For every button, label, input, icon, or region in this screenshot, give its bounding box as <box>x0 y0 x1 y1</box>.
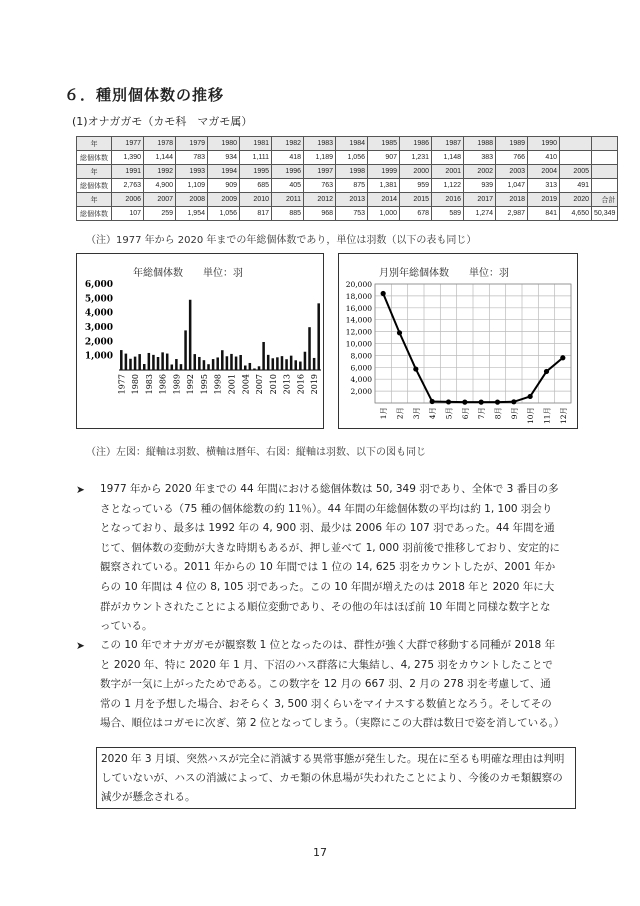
bar-1989 <box>175 359 178 370</box>
table-cell-year: 1983 <box>304 137 336 151</box>
monthly-line-chart <box>339 254 577 428</box>
x-tick-label: 2007 <box>255 374 265 395</box>
x-tick-label: 1989 <box>172 374 182 395</box>
table-cell-year: 1999 <box>368 165 400 179</box>
table-cell-year: 1977 <box>112 137 144 151</box>
bar-2000 <box>226 356 229 370</box>
table-cell-year: 2015 <box>400 193 432 207</box>
bar-1993 <box>193 354 196 370</box>
table-cell-value: 909 <box>208 179 240 193</box>
table-cell-value: 2,763 <box>112 179 144 193</box>
x-tick-label: 1992 <box>186 374 196 395</box>
annual-chart-title: 年総個体数 単位：羽 <box>133 268 243 279</box>
bar-2009 <box>267 355 270 370</box>
bar-2010 <box>272 358 275 370</box>
y-tick-label: 1,000 <box>84 351 113 362</box>
table-cell-year: 2014 <box>368 193 400 207</box>
table-cell-year: 2005 <box>560 165 592 179</box>
table-cell-year: 1993 <box>176 165 208 179</box>
bar-2016 <box>299 362 302 370</box>
table-cell-value: 763 <box>304 179 336 193</box>
x-tick-label: 12月 <box>558 407 568 425</box>
page-number: 17 <box>313 846 327 859</box>
count-table <box>76 136 618 221</box>
x-tick-label: 2019 <box>310 374 320 395</box>
bar-2011 <box>276 357 279 370</box>
table-cell-value: 418 <box>272 151 304 165</box>
point-9月 <box>511 399 516 404</box>
monthly-chart-title: 月別年総個体数 単位：羽 <box>379 268 509 279</box>
table-cell-value: 1,390 <box>112 151 144 165</box>
table-cell-value: 783 <box>176 151 208 165</box>
table-cell-value: 1,111 <box>240 151 272 165</box>
point-5月 <box>446 399 451 404</box>
x-tick-label: 1995 <box>199 374 209 395</box>
table-cell-value: 1,189 <box>304 151 336 165</box>
table-cell-year: 1987 <box>432 137 464 151</box>
bar-1977 <box>120 350 123 370</box>
x-tick-label: 2004 <box>241 374 251 395</box>
bar-2019 <box>313 358 316 370</box>
point-6月 <box>462 400 467 405</box>
table-cell-value: 885 <box>272 207 304 221</box>
table-cell-value: 1,109 <box>176 179 208 193</box>
table-cell-value: 589 <box>432 207 464 221</box>
table-cell-total-label: 合計 <box>592 193 618 207</box>
table-cell-value: 875 <box>336 179 368 193</box>
table-cell-year: 2007 <box>144 193 176 207</box>
table-cell-year: 2017 <box>464 193 496 207</box>
table-cell-value: 1,000 <box>368 207 400 221</box>
x-tick-label: 10月 <box>526 407 536 425</box>
table-row-label: 年 <box>77 193 112 207</box>
table-row-totals <box>77 179 618 193</box>
table-row-label: 総個体数 <box>77 151 112 165</box>
table-row-totals <box>77 151 618 165</box>
bar-1995 <box>203 360 206 370</box>
table-cell-value: 1,274 <box>464 207 496 221</box>
x-tick-label: 2010 <box>268 374 278 395</box>
bar-1983 <box>148 353 151 370</box>
bar-1999 <box>221 350 224 370</box>
y-tick-label: 18,000 <box>345 291 372 301</box>
y-tick-label: 8,000 <box>350 351 372 361</box>
table-cell-total: 50,349 <box>592 207 618 221</box>
table-cell-year: 1991 <box>112 165 144 179</box>
bar-2005 <box>249 363 252 370</box>
x-tick-label: 6月 <box>460 407 470 420</box>
table-cell-value: 1,122 <box>432 179 464 193</box>
table-cell-total <box>592 151 618 165</box>
x-tick-label: 1998 <box>213 374 223 395</box>
subsection-title: (1)オナガガモ（カモ科 マガモ属） <box>72 115 253 128</box>
bar-1991 <box>184 330 187 370</box>
point-10月 <box>528 394 533 399</box>
table-cell-year: 2002 <box>464 165 496 179</box>
table-cell-year: 1992 <box>144 165 176 179</box>
y-tick-label: 16,000 <box>345 303 372 313</box>
table-cell-value: 410 <box>528 151 560 165</box>
table-cell-year: 1985 <box>368 137 400 151</box>
table-cell-value: 959 <box>400 179 432 193</box>
table-cell-value: 1,056 <box>208 207 240 221</box>
table-cell-value: 405 <box>272 179 304 193</box>
monthly-chart <box>338 253 578 429</box>
bar-2004 <box>244 366 247 370</box>
table-cell-value: 1,231 <box>400 151 432 165</box>
table-cell-year: 1981 <box>240 137 272 151</box>
bar-1997 <box>212 359 215 370</box>
boxed-note: 2020 年 3 月頃、突然ハスが完全に消滅する異常事態が発生した。現在に至るも明確な理由は判明していないが、ハスの消滅によって、カモ類の休息場が失われたことにより、今後のカモ類観察の減少が懸念される。 <box>96 747 576 809</box>
table-row-years <box>77 137 618 151</box>
table-row-label: 総個体数 <box>77 179 112 193</box>
bar-1982 <box>143 364 146 370</box>
x-tick-label: 7月 <box>477 407 487 420</box>
bar-1981 <box>138 354 141 370</box>
y-tick-label: 20,000 <box>345 280 372 289</box>
point-11月 <box>544 369 549 374</box>
table-cell-year: 2010 <box>240 193 272 207</box>
bullet-arrow-icon: ➤ <box>76 640 85 652</box>
table-cell-value: 685 <box>240 179 272 193</box>
chart-note: （注）左図：縦軸は羽数、横軸は暦年、右図：縦軸は羽数、以下の図も同じ <box>86 447 426 458</box>
y-tick-label: 6,000 <box>84 280 113 290</box>
bar-2012 <box>281 356 284 370</box>
table-cell-value: 313 <box>528 179 560 193</box>
table-cell-value: 107 <box>112 207 144 221</box>
table-cell-year: 1988 <box>464 137 496 151</box>
bar-2007 <box>258 366 261 370</box>
bullet-paragraph-2: この 10 年でオナガガモが観察数 1 位となったのは、群性が強く大群で移動する同種が 2018 年と 2020 年、特に 2020 年 1 月、下沼のハス群落に大集結し、4, 275 羽をカウントしたことで数字が一気に上がったためである。この数字を 12 月の 667 羽、2 月の 278 羽を考慮して、通常の 1 月を予想した場合、おそらく 3, 500 羽くらいをマイナスする数値となろう。そしてその場合、順位はコガモに次ぎ、第 2 位となってしまう。（実際にこの大群は数日で姿を消している。） <box>100 639 565 730</box>
table-row-label: 総個体数 <box>77 207 112 221</box>
point-2月 <box>397 330 402 335</box>
bar-1979 <box>129 359 132 370</box>
table-cell-value: 4,900 <box>144 179 176 193</box>
table-cell-value: 678 <box>400 207 432 221</box>
table-cell-value: 968 <box>304 207 336 221</box>
bar-2013 <box>285 359 288 370</box>
bullet-arrow-icon: ➤ <box>76 484 85 496</box>
table-cell-value: 1,381 <box>368 179 400 193</box>
table-cell-value: 2,987 <box>496 207 528 221</box>
bar-1996 <box>207 364 210 370</box>
point-7月 <box>479 400 484 405</box>
y-tick-label: 4,000 <box>84 308 113 319</box>
bar-2008 <box>262 342 265 370</box>
table-cell-year: 2003 <box>496 165 528 179</box>
table-cell-year: 2001 <box>432 165 464 179</box>
table-cell-year: 1979 <box>176 137 208 151</box>
y-tick-label: 2,000 <box>84 337 113 348</box>
x-tick-label: 8月 <box>493 407 503 420</box>
table-cell-year: 1994 <box>208 165 240 179</box>
x-tick-label: 5月 <box>444 407 454 420</box>
point-3月 <box>413 366 418 371</box>
point-1月 <box>381 291 386 296</box>
table-cell-value: 939 <box>464 179 496 193</box>
bar-1994 <box>198 357 201 370</box>
table-cell-total <box>592 179 618 193</box>
table-cell-value: 766 <box>496 151 528 165</box>
y-tick-label: 2,000 <box>350 387 372 397</box>
y-tick-label: 5,000 <box>84 294 113 305</box>
table-cell-value: 841 <box>528 207 560 221</box>
table-cell-value: 907 <box>368 151 400 165</box>
table-cell-year: 1980 <box>208 137 240 151</box>
table-cell-value: 1,056 <box>336 151 368 165</box>
table-cell-year: 1998 <box>336 165 368 179</box>
x-tick-label: 1986 <box>158 374 168 395</box>
section-title: ６．種別個体数の推移 <box>64 86 225 104</box>
x-tick-label: 1月 <box>379 407 389 420</box>
point-12月 <box>560 355 565 360</box>
table-cell-year: 2019 <box>528 193 560 207</box>
table-cell-value: 4,650 <box>560 207 592 221</box>
x-tick-label: 2016 <box>296 374 306 395</box>
bar-1985 <box>157 357 160 370</box>
table-cell-value: 934 <box>208 151 240 165</box>
table-cell-year: 1995 <box>240 165 272 179</box>
x-tick-label: 9月 <box>509 407 519 420</box>
table-cell-year: 1982 <box>272 137 304 151</box>
x-tick-label: 3月 <box>411 407 421 420</box>
table-row-label: 年 <box>77 165 112 179</box>
table-cell-total-label <box>592 165 618 179</box>
x-tick-label: 4月 <box>428 407 438 420</box>
table-row-years <box>77 165 618 179</box>
table-cell-value: 1,047 <box>496 179 528 193</box>
table-cell-year: 1989 <box>496 137 528 151</box>
y-tick-label: 12,000 <box>345 327 372 337</box>
bar-1990 <box>180 364 183 370</box>
table-cell-value <box>560 151 592 165</box>
bar-1987 <box>166 354 169 370</box>
bar-1988 <box>171 365 174 370</box>
table-cell-year: 2008 <box>176 193 208 207</box>
table-row-years <box>77 193 618 207</box>
x-tick-label: 2013 <box>282 374 292 395</box>
bar-1984 <box>152 355 155 370</box>
table-cell-year: 2012 <box>304 193 336 207</box>
y-tick-label: 4,000 <box>350 375 372 385</box>
table-cell-year: 1986 <box>400 137 432 151</box>
table-cell-value: 1,148 <box>432 151 464 165</box>
bar-2014 <box>290 356 293 370</box>
table-row-totals <box>77 207 618 221</box>
y-tick-label: 6,000 <box>350 363 372 373</box>
table-row-label: 年 <box>77 137 112 151</box>
table-cell-year: 2020 <box>560 193 592 207</box>
bullet-paragraph-1: 1977 年から 2020 年までの 44 年間における総個体数は 50, 349 羽であり、全体で 3 番目の多さとなっている（75 種の個体総数の約 11％）。44 年間の年総個体数の平均は約 1, 100 羽会りとなっており、最多は 1992 年の 4, 900 羽、最少は 2006 年の 107 羽であった。44 年間を通じて、個体数の変動が大きな時期もあるが、押し並べて 1, 000 羽前後で推移しており、安定的に観察されている。2011 年からの 10 年間では 1 位の 14, 625 羽をカウントしたが、2001 年からの 10 年間は 4 位の 8, 105 羽であった。この 10 年間が増えたのは 2018 年と 2020 年に大群がカウントされたことによる順位変動であり、その他の年はほぼ前 10 年間と同様な数字となっている。 <box>100 483 560 633</box>
x-tick-label: 1980 <box>131 374 141 395</box>
table-cell-year: 2000 <box>400 165 432 179</box>
bar-1986 <box>161 352 164 370</box>
annual-chart <box>76 253 324 429</box>
bar-2003 <box>239 355 242 370</box>
x-tick-label: 1977 <box>117 374 127 395</box>
table-cell-year: 1978 <box>144 137 176 151</box>
y-tick-label: 10,000 <box>345 339 372 349</box>
x-tick-label: 2月 <box>395 407 405 420</box>
bar-1978 <box>125 354 128 370</box>
bar-2015 <box>294 360 297 370</box>
table-cell-value: 383 <box>464 151 496 165</box>
table-cell-year: 1984 <box>336 137 368 151</box>
table-cell-value: 259 <box>144 207 176 221</box>
bar-2017 <box>304 352 307 370</box>
bar-2001 <box>230 354 233 370</box>
table-cell-value: 1,954 <box>176 207 208 221</box>
point-8月 <box>495 400 500 405</box>
bar-1980 <box>134 357 137 370</box>
table-note: （注）1977 年から 2020 年までの年総個体数であり，単位は羽数（以下の表も同じ） <box>86 235 477 246</box>
table-cell-year: 2016 <box>432 193 464 207</box>
annual-bar-chart <box>77 254 323 428</box>
table-cell-year: 2009 <box>208 193 240 207</box>
table-cell-total-label <box>592 137 618 151</box>
x-tick-label: 2001 <box>227 374 237 395</box>
bar-2018 <box>308 327 311 370</box>
table-cell-year: 2013 <box>336 193 368 207</box>
point-4月 <box>430 399 435 404</box>
table-cell-value: 817 <box>240 207 272 221</box>
table-cell-value: 491 <box>560 179 592 193</box>
x-tick-label: 1983 <box>144 374 154 395</box>
table-cell-year <box>560 137 592 151</box>
table-cell-year: 2018 <box>496 193 528 207</box>
bar-2020 <box>317 303 320 370</box>
table-cell-year: 2004 <box>528 165 560 179</box>
table-cell-year: 1997 <box>304 165 336 179</box>
x-tick-label: 11月 <box>542 407 552 425</box>
table-cell-year: 1990 <box>528 137 560 151</box>
table-cell-value: 1,144 <box>144 151 176 165</box>
bar-1992 <box>189 300 192 370</box>
table-cell-year: 2006 <box>112 193 144 207</box>
bar-2002 <box>235 357 238 370</box>
table-cell-year: 2011 <box>272 193 304 207</box>
bar-2006 <box>253 368 256 370</box>
table-cell-year: 1996 <box>272 165 304 179</box>
bar-1998 <box>216 357 219 370</box>
y-tick-label: 14,000 <box>345 315 372 325</box>
table-cell-value: 753 <box>336 207 368 221</box>
y-tick-label: 3,000 <box>84 323 113 333</box>
